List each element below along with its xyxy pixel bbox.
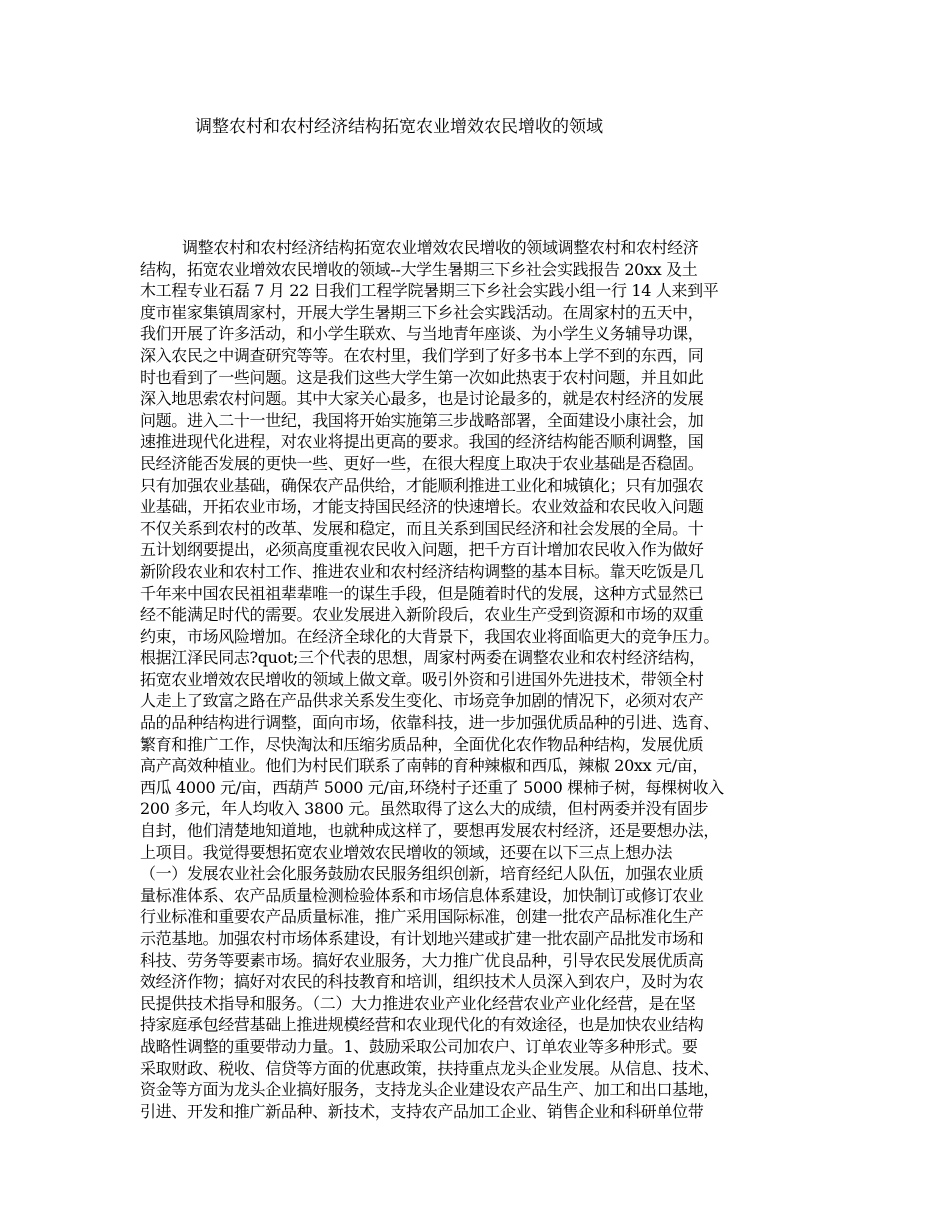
body-line: 量标准体系、农产品质量检测检验体系和市场信息体系建设，加快制订或修订农业 <box>140 885 704 905</box>
body-line: 速推进现代化进程，对农业将提出更高的要求。我国的经济结构能否顺利调整，国 <box>140 432 704 452</box>
body-line: 度市崔家集镇周家村，开展大学生暑期三下乡社会实践活动。在周家村的五天中， <box>140 302 704 322</box>
body-line: 西瓜 4000 元/亩，西葫芦 5000 元/亩,环绕村子还重了 5000 棵柿子树，每棵树收入 <box>140 777 724 797</box>
document-body <box>140 237 830 1122</box>
body-line: 资金等方面为龙头企业搞好服务，支持龙头企业建设农产品生产、加工和出口基地， <box>140 1080 720 1100</box>
body-line: 自封，他们清楚地知道地，也就种成这样了，要想再发展农村经济，还是要想办法， <box>140 821 720 841</box>
body-line: 上项目。我觉得要想拓宽农业增效农民增收的领域，还要在以下三点上想办法 <box>140 842 673 862</box>
body-line: 高产高效种植业。他们为村民们联系了南韩的育种辣椒和西瓜，辣椒 20xx 元/亩， <box>140 756 708 776</box>
body-line: 约束，市场风险增加。在经济全球化的大背景下，我国农业将面临更大的竞争压力。 <box>140 626 720 646</box>
body-line: 业基础，开拓农业市场，才能支持国民经济的快速增长。农业效益和农民收入问题 <box>140 497 704 517</box>
body-line: 科技、劳务等要素市场。搞好农业服务，大力推广优良品种，引导农民发展优质高 <box>140 950 704 970</box>
body-line: 民提供技术指导和服务。（二）大力推进农业产业化经营农业产业化经营，是在坚 <box>140 993 696 1013</box>
body-line: 持家庭承包经营基础上推进规模经营和农业现代化的有效途径，也是加快农业结构 <box>140 1015 704 1035</box>
body-line: 只有加强农业基础，确保农产品供给，才能顺利推进工业化和城镇化；只有加强农 <box>140 475 704 495</box>
body-line: 人走上了致富之路在产品供求关系发生变化、市场竞争加剧的情况下，必须对农产 <box>140 691 704 711</box>
body-line: 繁育和推广工作，尽快淘汰和压缩劣质品种，全面优化农作物品种结构，发展优质 <box>140 734 704 754</box>
body-line: 采取财政、税收、信贷等方面的优惠政策，扶持重点龙头企业发展。从信息、技术、 <box>140 1058 720 1078</box>
body-line: 时也看到了一些问题。这是我们这些大学生第一次如此热衷于农村问题，并且如此 <box>140 367 704 387</box>
body-line: （一）发展农业社会化服务鼓励农民服务组织创新，培育经纪人队伍，加强农业质 <box>140 864 704 884</box>
body-line: 示范基地。加强农村市场体系建设，有计划地兴建或扩建一批农副产品批发市场和 <box>140 929 704 948</box>
body-line: 民经济能否发展的更快一些、更好一些，在很大程度上取决于农业基础是否稳固。 <box>140 453 704 473</box>
body-line: 200 多元，年人均收入 3800 元。虽然取得了这么大的成绩，但村两委并没有固步 <box>140 799 709 819</box>
body-line: 不仅关系到农村的改革、发展和稳定，而且关系到国民经济和社会发展的全局。十 <box>140 518 704 538</box>
body-line: 五计划纲要提出，必须高度重视农民收入问题，把千方百计增加农民收入作为做好 <box>140 540 704 560</box>
body-line: 深入农民之中调查研究等等。在农村里，我们学到了好多书本上学不到的东西，同 <box>140 345 704 365</box>
body-line: 结构，拓宽农业增效农民增收的领域--大学生暑期三下乡社会实践报告 20xx 及土 <box>140 259 698 279</box>
body-line: 问题。进入二十一世纪，我国将开始实施第三步战略部署，全面建设小康社会，加 <box>140 410 704 430</box>
body-line: 木工程专业石磊 7 月 22 日我们工程学院暑期三下乡社会实践小组一行 14 人来到平 <box>140 281 719 301</box>
body-line: 引进、开发和推广新品种、新技术，支持农产品加工企业、销售企业和科研单位带 <box>140 1101 704 1121</box>
body-line: 根据江泽民同志?quot;三个代表的思想，周家村两委在调整农业和农村经济结构， <box>140 648 705 668</box>
body-line: 新阶段农业和农村工作、推进农业和农村经济结构调整的基本目标。靠天吃饭是几 <box>140 561 704 581</box>
body-line: 拓宽农业增效农民增收的领域上做文章。吸引外资和引进国外先进技术，带领全村 <box>140 669 704 689</box>
body-line: 调整农村和农村经济结构拓宽农业增效农民增收的领域调整农村和农村经济 <box>182 238 699 257</box>
body-line: 深入地思索农村问题。其中大家关心最多，也是讨论最多的，就是农村经济的发展 <box>140 389 704 409</box>
body-line: 千年来中国农民祖祖辈辈唯一的谋生手段，但是随着时代的发展，这种方式显然已 <box>140 583 704 603</box>
document-title: 调整农村和农村经济结构拓宽农业增效农民增收的领域 <box>195 117 603 137</box>
body-line: 战略性调整的重要带动力量。1、鼓励采取公司加农户、订单农业等多种形式。要 <box>140 1036 698 1056</box>
body-line: 品的品种结构进行调整，面向市场，依靠科技，进一步加强优质品种的引进、选育、 <box>140 713 720 733</box>
body-line: 效经济作物；搞好对农民的科技教育和培训，组织技术人员深入到农户，及时为农 <box>140 972 704 992</box>
body-line: 经不能满足时代的需要。农业发展进入新阶段后，农业生产受到资源和市场的双重 <box>140 605 704 625</box>
body-line: 行业标准和重要农产品质量标准，推广采用国际标准，创建一批农产品标准化生产 <box>140 907 704 927</box>
body-line: 我们开展了许多活动，和小学生联欢、与当地青年座谈、为小学生义务辅导功课， <box>140 324 704 344</box>
